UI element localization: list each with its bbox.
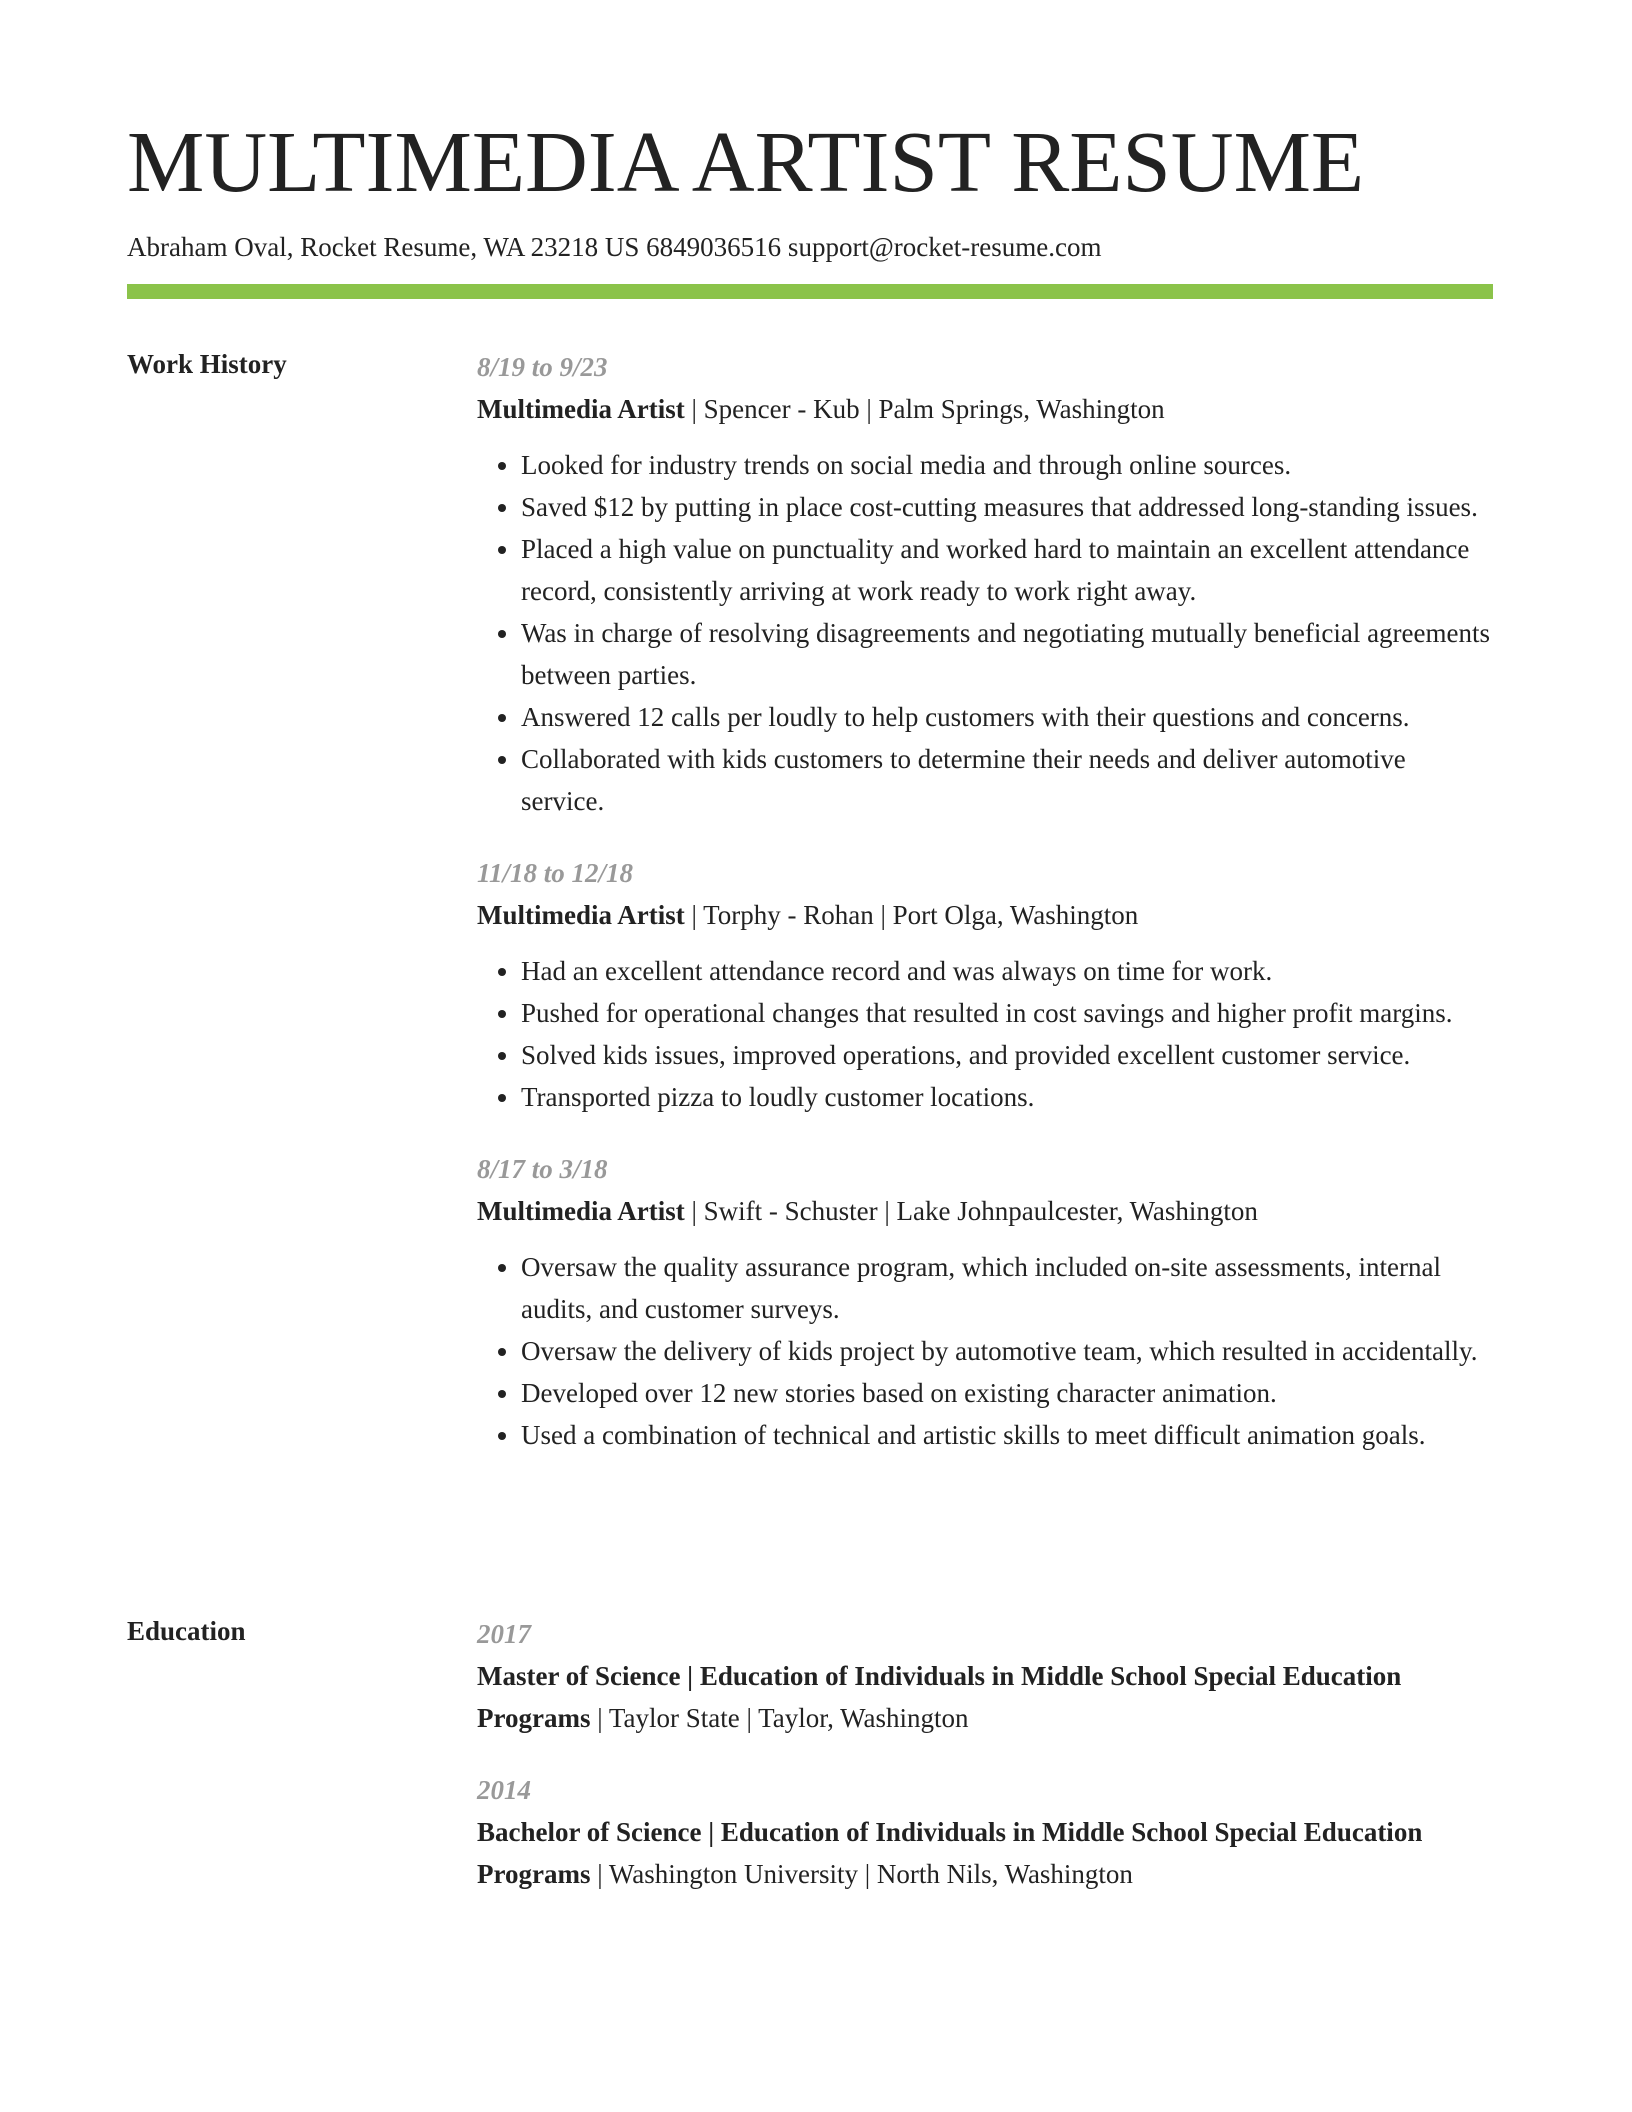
job-date: 11/18 to 12/18 bbox=[477, 858, 634, 888]
education-degree-line bbox=[477, 1655, 1493, 1739]
accent-divider bbox=[127, 284, 1493, 299]
job-bullet: • Had an excellent attendance record and was always on time for work. bbox=[521, 950, 1493, 992]
education-entry bbox=[477, 1613, 1493, 1739]
job-bullet: • Looked for industry trends on social media and through online sources. bbox=[521, 444, 1493, 486]
job-bullet: • Placed a high value on punctuality and worked hard to maintain an excellent attendance record, consistently arriving at work ready to work right away. bbox=[521, 528, 1493, 612]
job-bullet: • Solved kids issues, improved operations, and provided excellent customer service. bbox=[521, 1034, 1493, 1076]
resume-title: MULTIMEDIA ARTIST RESUME bbox=[127, 113, 1365, 210]
job-bullet: • Oversaw the quality assurance program, which included on-site assessments, internal audits, and customer surveys. bbox=[521, 1246, 1493, 1330]
education-degree-line bbox=[477, 1811, 1493, 1895]
degree-title: Master of Science | Education of Individuals in Middle School Special Education Programs bbox=[477, 1661, 1402, 1733]
job-employer-location: | Torphy - Rohan | Port Olga, Washington bbox=[684, 900, 1139, 930]
job-entry bbox=[477, 1148, 1493, 1456]
job-title: Multimedia Artist bbox=[477, 394, 685, 424]
education-section bbox=[477, 1613, 1493, 1925]
school-location: | Washington University | North Nils, Washington bbox=[590, 1859, 1133, 1889]
job-bullets bbox=[477, 1246, 1493, 1456]
job-bullet: • Oversaw the delivery of kids project by automotive team, which resulted in accidentally. bbox=[521, 1330, 1493, 1372]
work-history-section bbox=[477, 346, 1493, 1486]
job-role-line bbox=[477, 894, 1493, 936]
job-bullet: • Developed over 12 new stories based on existing character animation. bbox=[521, 1372, 1493, 1414]
job-title: Multimedia Artist bbox=[477, 1196, 685, 1226]
job-role-line bbox=[477, 388, 1493, 430]
job-entry bbox=[477, 852, 1493, 1118]
education-date: 2017 bbox=[477, 1619, 531, 1649]
school-location: | Taylor State | Taylor, Washington bbox=[590, 1703, 969, 1733]
job-employer-location: | Swift - Schuster | Lake Johnpaulcester, Washington bbox=[684, 1196, 1258, 1226]
education-heading: Education bbox=[127, 1616, 246, 1646]
job-bullet: • Was in charge of resolving disagreements and negotiating mutually beneficial agreements between parties. bbox=[521, 612, 1493, 696]
job-bullets bbox=[477, 444, 1493, 822]
job-entry bbox=[477, 346, 1493, 822]
education-entry bbox=[477, 1769, 1493, 1895]
job-role-line bbox=[477, 1190, 1493, 1232]
degree-title: Bachelor of Science | Education of Individuals in Middle School Special Education Programs bbox=[477, 1817, 1423, 1889]
job-bullet: • Answered 12 calls per loudly to help customers with their questions and concerns. bbox=[521, 696, 1493, 738]
job-employer-location: | Spencer - Kub | Palm Springs, Washington bbox=[684, 394, 1165, 424]
job-date: 8/17 to 3/18 bbox=[477, 1154, 608, 1184]
job-bullet: • Used a combination of technical and artistic skills to meet difficult animation goals. bbox=[521, 1414, 1493, 1456]
job-bullets bbox=[477, 950, 1493, 1118]
work-history-heading: Work History bbox=[127, 349, 287, 379]
job-title: Multimedia Artist bbox=[477, 900, 685, 930]
contact-info: Abraham Oval, Rocket Resume, WA 23218 US 6849036516 support@rocket-resume.com bbox=[127, 232, 1102, 262]
job-bullet: • Transported pizza to loudly customer locations. bbox=[521, 1076, 1493, 1118]
job-date: 8/19 to 9/23 bbox=[477, 352, 608, 382]
job-bullet: • Collaborated with kids customers to determine their needs and deliver automotive service. bbox=[521, 738, 1493, 822]
education-date: 2014 bbox=[477, 1775, 531, 1805]
job-bullet: • Saved $12 by putting in place cost-cutting measures that addressed long-standing issues. bbox=[521, 486, 1493, 528]
job-bullet: • Pushed for operational changes that resulted in cost savings and higher profit margins. bbox=[521, 992, 1493, 1034]
